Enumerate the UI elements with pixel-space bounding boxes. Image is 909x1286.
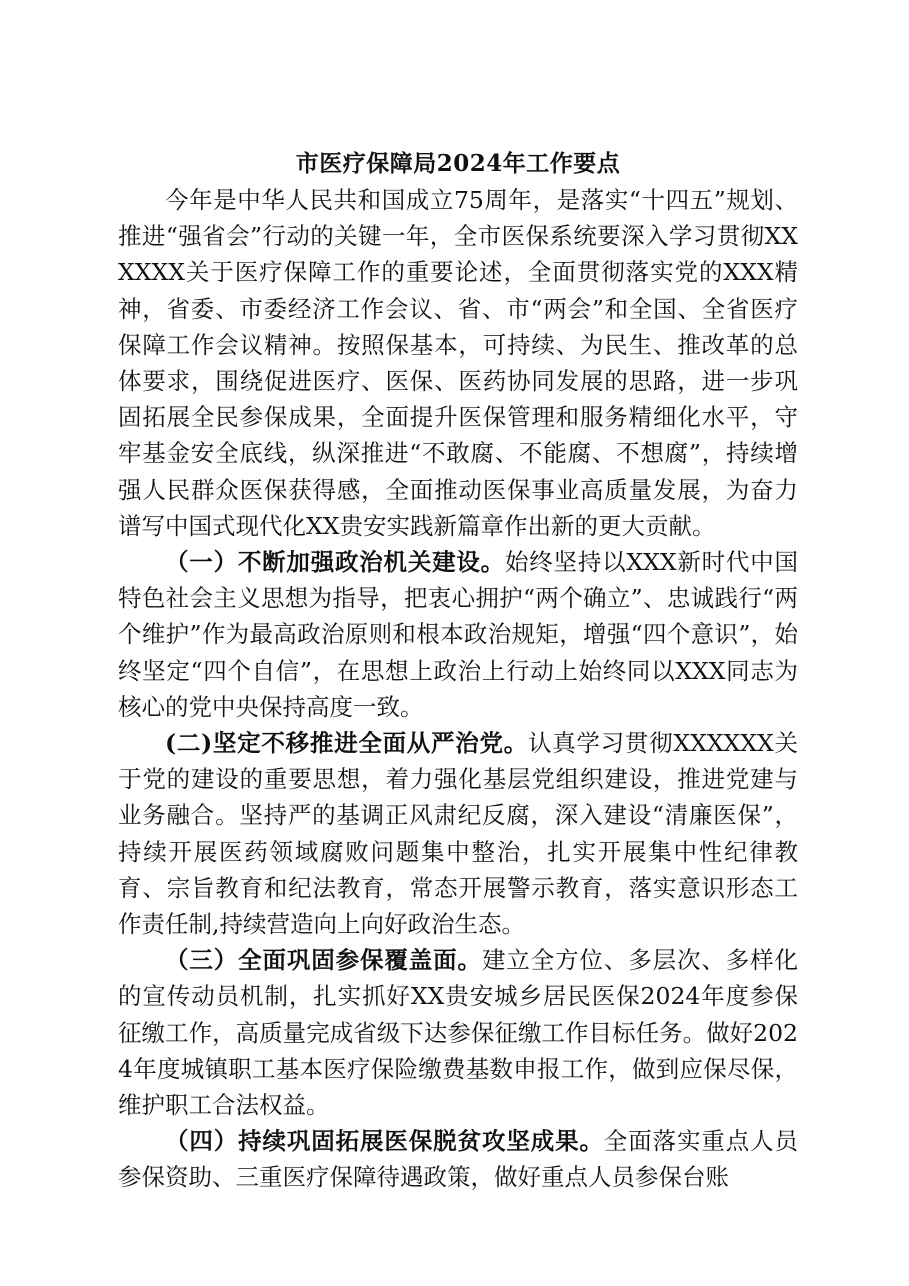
document-title: 市医疗保障局2024年工作要点 — [295, 150, 621, 177]
section-body: 认真学习贯彻XXXXXX关于党的建设的重要思想，着力强化基层党组织建设，推进党建与业务融合。坚持严的基调正风肃纪反腐，深入建设“清廉医保”，持续开展医药领域腐败问题集中整治，扎实开展集中性纪律教育、宗旨教育和纪法教育，常态开展警示教育，落实意识形态工作责任制,持续营造向上向好政治生态。 — [118, 729, 798, 939]
section-paragraph-4 — [118, 1123, 798, 1195]
section-body: 建立全方位、多层次、多样化的宣传动员机制，扎实抓好XX贵安城乡居民医保2024年度参保征缴工作，高质量完成省级下达参保征缴工作目标任务。做好2024年度城镇职工基本医疗保险缴费基数申报工作，做到应保尽保，维护职工合法权益。 — [118, 946, 799, 1120]
section-paragraph-2 — [118, 725, 798, 942]
section-paragraph-1 — [118, 544, 798, 725]
document-body — [118, 146, 798, 1196]
section-heading: (二)坚定不移推进全面从严治党。 — [165, 729, 528, 758]
section-body: 始终坚持以XXX新时代中国特色社会主义思想为指导，把衷心拥护“两个确立”、忠诚践行“两个维护”作为最高政治原则和根本政治规矩，增强“四个意识”，始终坚定“四个自信”，在思想上政治上行动上始终同以XXX同志为核心的党中央保持高度一致。 — [118, 548, 798, 721]
section-heading: （三）全面巩固参保覆盖面。 — [165, 946, 482, 975]
section-paragraph-3 — [118, 942, 798, 1123]
section-body: 全面落实重点人员参保资助、三重医疗保障待遇政策，做好重点人员参保台账 — [118, 1127, 799, 1192]
section-heading: （一）不断加强政治机关建设。 — [165, 548, 505, 577]
section-heading: （四）持续巩固拓展医保脱贫攻坚成果。 — [165, 1127, 604, 1156]
intro-paragraph: 今年是中华人民共和国成立75周年，是落实“十四五”规划、推进“强省会”行动的关键一年，全市医保系统要深入学习贯彻XXXXXX关于医疗保障工作的重要论述，全面贯彻落实党的XXX精神，省委、市委经济工作会议、省、市“两会”和全国、全省医疗保障工作会议精神。按照保基本，可持续、为民生、推改革的总体要求，围绕促进医疗、医保、医药协同发展的思路，进一步巩固拓展全民参保成果，全面提升医保管理和服务精细化水平，守牢基金安全底线，纵深推进“不敢腐、不能腐、不想腐”，持续增强人民群众医保获得感，全面推动医保事业高质量发展，为奋力谱写中国式现代化XX贵安实践新篇章作出新的更大贡献。 — [118, 186, 798, 540]
